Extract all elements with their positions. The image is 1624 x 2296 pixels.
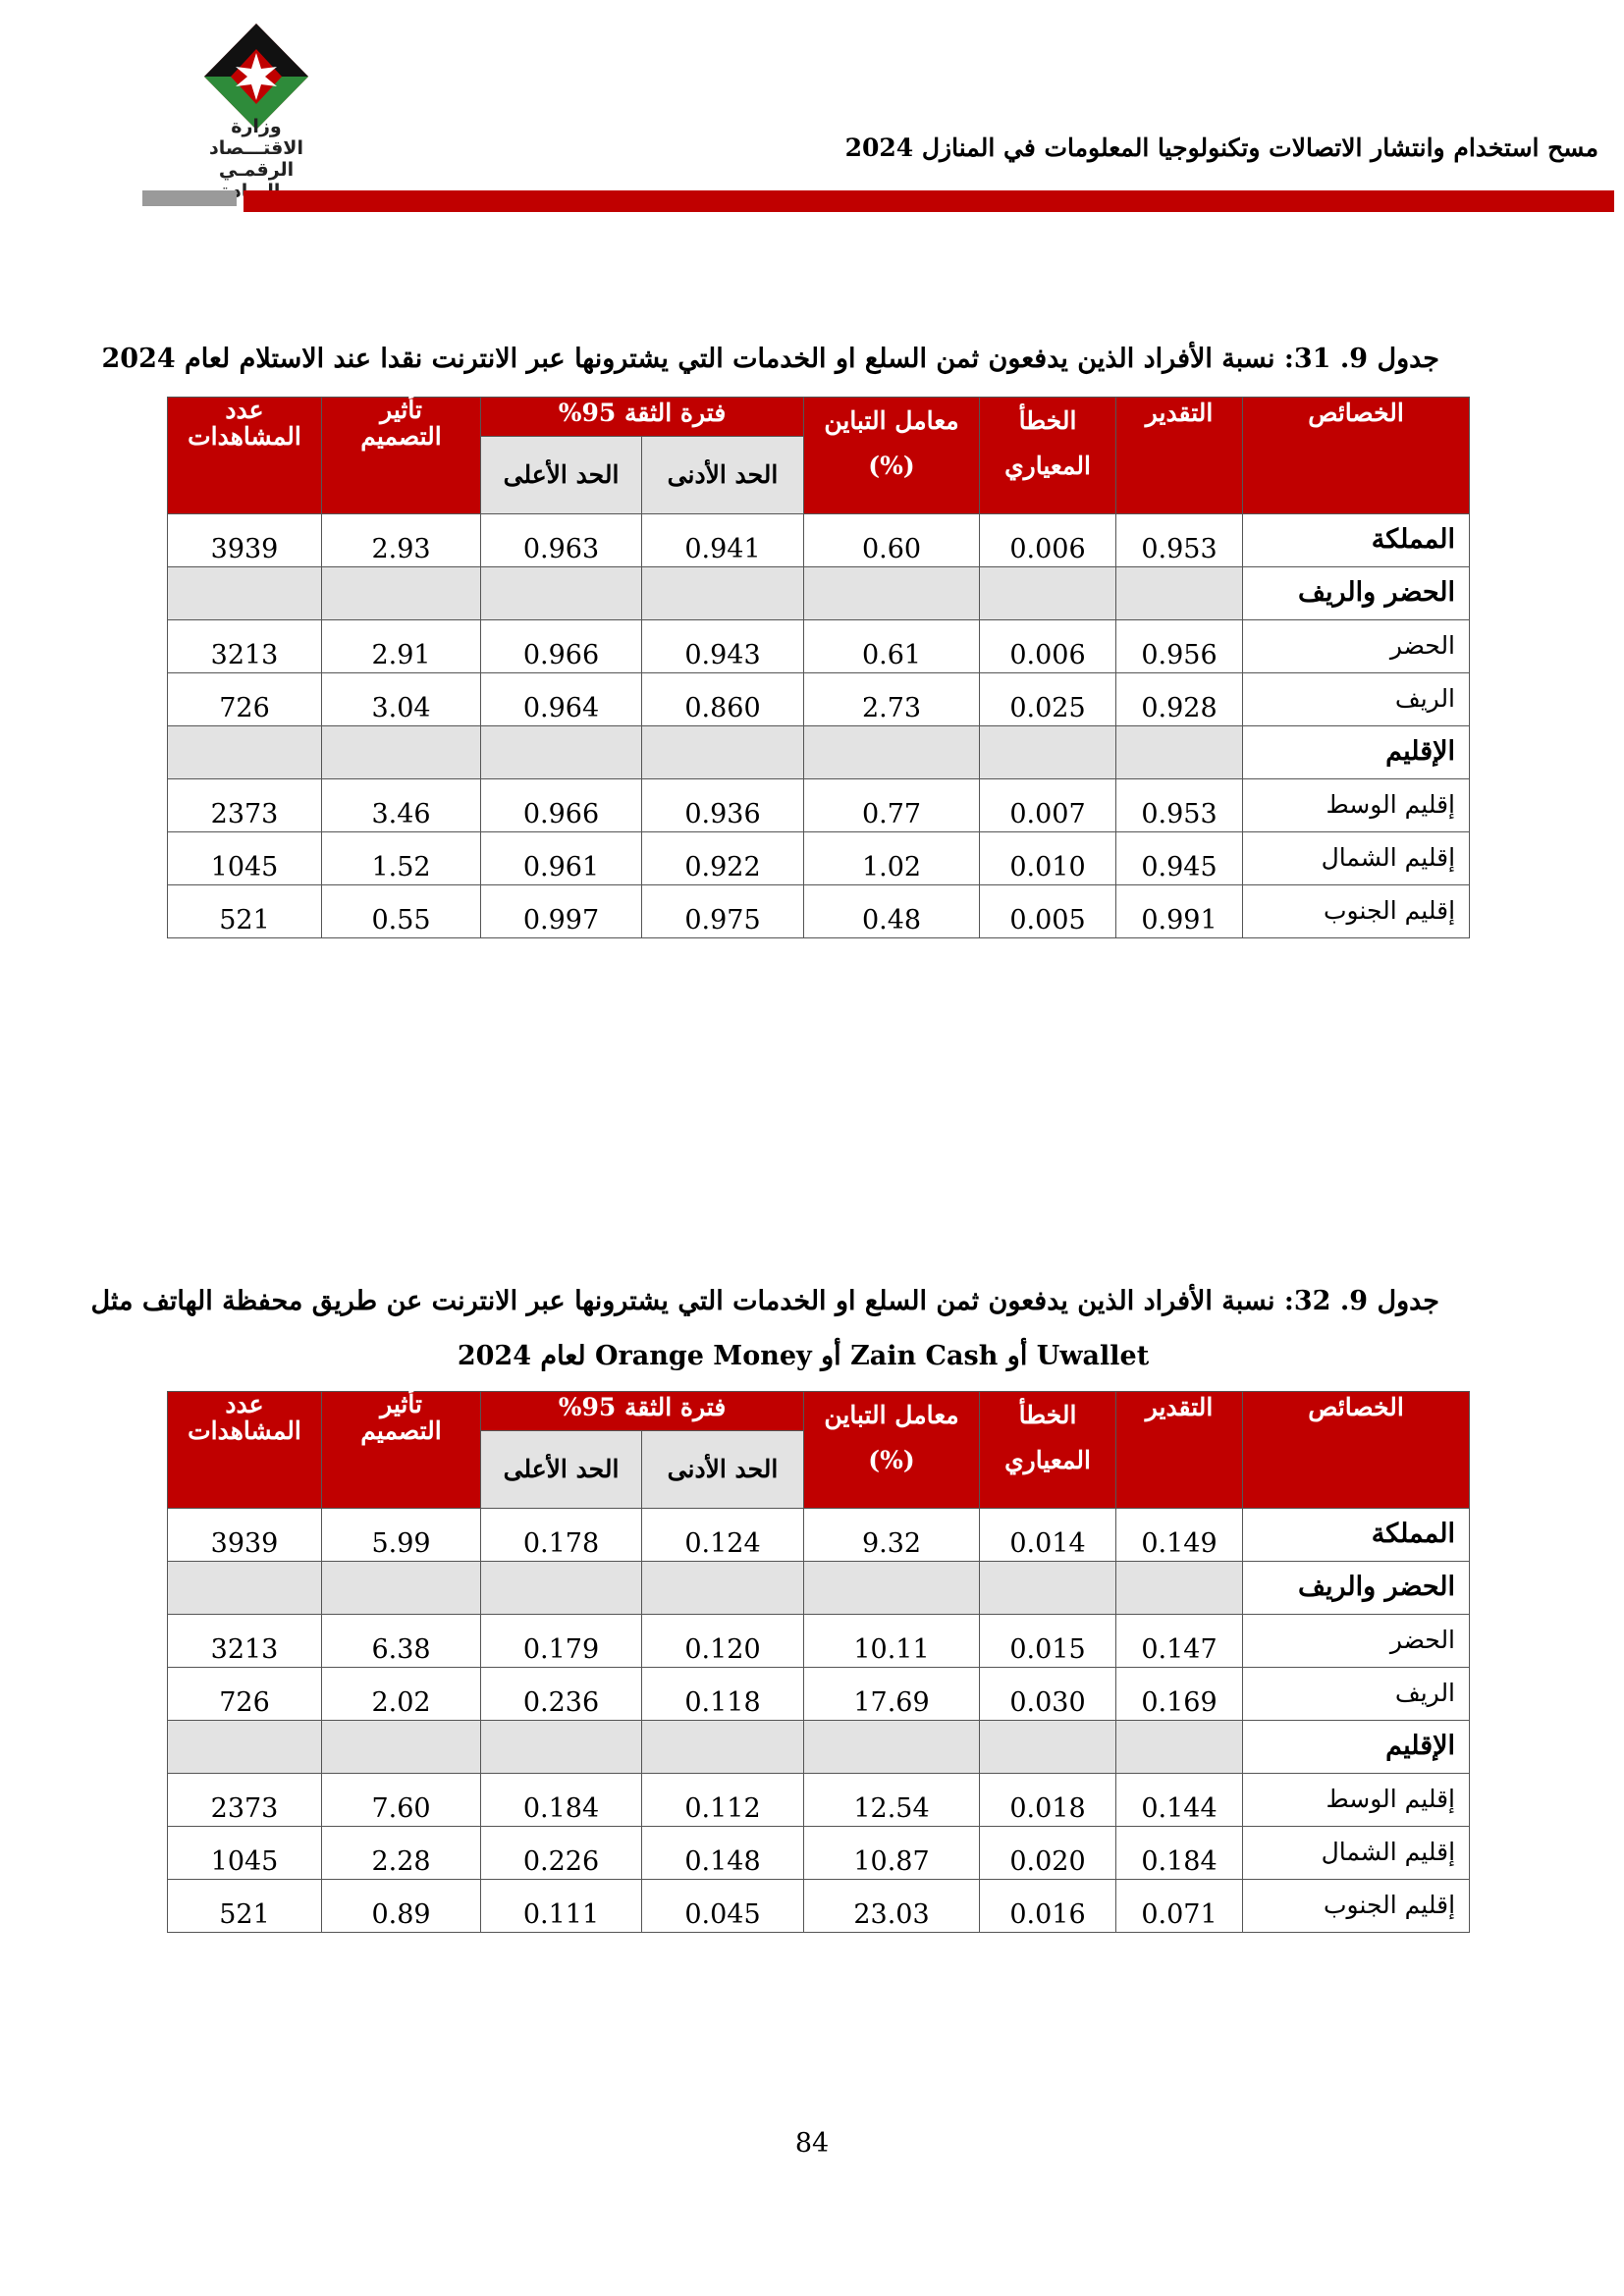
row-label: إقليم الشمال (1243, 1827, 1470, 1880)
table-cell: 0.005 (980, 885, 1116, 938)
row-label: إقليم الجنوب (1243, 1880, 1470, 1933)
table-cell: 2.28 (322, 1827, 481, 1880)
table-cell (322, 1562, 481, 1615)
table-cell: 12.54 (804, 1774, 980, 1827)
col-ci-lower: الحد الأدنى (642, 437, 804, 514)
table-cell: 521 (168, 885, 322, 938)
table-cell: 0.184 (481, 1774, 642, 1827)
table-cell: 0.179 (481, 1615, 642, 1668)
table-cell: 0.936 (642, 779, 804, 832)
table-cell: 0.111 (481, 1880, 642, 1933)
table-cell: 10.11 (804, 1615, 980, 1668)
table-cell: 0.991 (1116, 885, 1243, 938)
table-row (168, 1827, 1470, 1880)
row-label: الحضر (1243, 1615, 1470, 1668)
table-row (168, 1509, 1470, 1562)
table-row (168, 567, 1470, 620)
table-cell (642, 567, 804, 620)
table-cell: 0.61 (804, 620, 980, 673)
table-cell (980, 1721, 1116, 1774)
table-cell: 0.120 (642, 1615, 804, 1668)
col-observations: عدد المشاهدات (168, 398, 322, 514)
header-divider-grey (142, 190, 237, 206)
row-label: إقليم الشمال (1243, 832, 1470, 885)
table-cell: 0.975 (642, 885, 804, 938)
table-cell (642, 1562, 804, 1615)
table2 (167, 1391, 1470, 1933)
table-cell: 0.148 (642, 1827, 804, 1880)
table-cell: 0.010 (980, 832, 1116, 885)
table-cell (980, 567, 1116, 620)
row-label: الريف (1243, 673, 1470, 726)
table-cell: 726 (168, 673, 322, 726)
col-deff: تأثير التصميم (322, 1392, 481, 1509)
col-std-error: الخطأ المعياري (980, 1392, 1116, 1509)
table-cell: 0.124 (642, 1509, 804, 1562)
row-label: الريف (1243, 1668, 1470, 1721)
table1 (167, 397, 1470, 938)
table-cell: 2373 (168, 1774, 322, 1827)
table-row (168, 779, 1470, 832)
table-cell (804, 1562, 980, 1615)
table-row (168, 514, 1470, 567)
table-cell (322, 726, 481, 779)
table-row (168, 726, 1470, 779)
ministry-name-line1: وزارة الاقتـــصاد (209, 116, 303, 159)
table-cell: 0.178 (481, 1509, 642, 1562)
table-cell (1116, 1562, 1243, 1615)
table-cell: 3939 (168, 514, 322, 567)
table-cell: 0.015 (980, 1615, 1116, 1668)
table-cell: 0.966 (481, 779, 642, 832)
col-ci-upper: الحد الأعلى (481, 437, 642, 514)
row-label: إقليم الجنوب (1243, 885, 1470, 938)
table-cell (322, 1721, 481, 1774)
table-cell: 0.169 (1116, 1668, 1243, 1721)
report-title: مسح استخدام وانتشار الاتصالات وتكنولوجيا المعلومات في المنازل 2024 (844, 133, 1598, 162)
col-ci-upper: الحد الأعلى (481, 1431, 642, 1509)
table-cell: 2.91 (322, 620, 481, 673)
row-label: المملكة (1243, 1509, 1470, 1562)
table-cell: 0.956 (1116, 620, 1243, 673)
col-estimate: التقدير (1116, 398, 1243, 514)
table-cell: 3939 (168, 1509, 322, 1562)
table-cell: 0.184 (1116, 1827, 1243, 1880)
col-ci: فترة الثقة 95% (481, 1392, 804, 1431)
table-cell: 0.966 (481, 620, 642, 673)
table-cell: 0.118 (642, 1668, 804, 1721)
table-cell: 0.997 (481, 885, 642, 938)
header-divider-red (244, 190, 1614, 212)
table-cell (481, 726, 642, 779)
table-cell: 2373 (168, 779, 322, 832)
table-cell: 0.961 (481, 832, 642, 885)
table-cell: 0.025 (980, 673, 1116, 726)
ministry-name-line2: الرقمـي (218, 159, 295, 181)
row-label: الحضر والريف (1243, 567, 1470, 620)
table-cell: 0.60 (804, 514, 980, 567)
ministry-name (183, 116, 330, 202)
table-cell: 0.014 (980, 1509, 1116, 1562)
table-row (168, 620, 1470, 673)
table-cell: 0.018 (980, 1774, 1116, 1827)
table-cell: 0.149 (1116, 1509, 1243, 1562)
table-cell: 521 (168, 1880, 322, 1933)
col-cv: معامل التباين (%) (804, 398, 980, 514)
table-cell (481, 1721, 642, 1774)
table-cell: 0.953 (1116, 514, 1243, 567)
table-row (168, 885, 1470, 938)
row-label: الحضر (1243, 620, 1470, 673)
table-cell (168, 726, 322, 779)
table-cell: 0.941 (642, 514, 804, 567)
table-cell: 5.99 (322, 1509, 481, 1562)
table-cell (804, 1721, 980, 1774)
table-cell (168, 1562, 322, 1615)
table-cell: 0.48 (804, 885, 980, 938)
row-label: إقليم الوسط (1243, 1774, 1470, 1827)
table-cell: 6.38 (322, 1615, 481, 1668)
table-cell (980, 726, 1116, 779)
table-cell: 0.045 (642, 1880, 804, 1933)
table-cell: 1.52 (322, 832, 481, 885)
table-cell: 3.46 (322, 779, 481, 832)
table-cell (168, 1721, 322, 1774)
table-cell: 3213 (168, 620, 322, 673)
table-row (168, 1880, 1470, 1933)
table-row (168, 1668, 1470, 1721)
col-estimate: التقدير (1116, 1392, 1243, 1509)
col-std-error: الخطأ المعياري (980, 398, 1116, 514)
table-cell (168, 567, 322, 620)
table-cell: 1045 (168, 1827, 322, 1880)
table-cell: 17.69 (804, 1668, 980, 1721)
page-number: 84 (794, 2128, 830, 2159)
table-cell (481, 567, 642, 620)
col-observations: عدد المشاهدات (168, 1392, 322, 1509)
table-cell: 0.963 (481, 514, 642, 567)
table-cell: 0.943 (642, 620, 804, 673)
col-cv: معامل التباين (%) (804, 1392, 980, 1509)
table-cell: 1.02 (804, 832, 980, 885)
col-characteristics: الخصائص (1243, 1392, 1470, 1509)
table-cell: 0.77 (804, 779, 980, 832)
table-row (168, 1615, 1470, 1668)
table-cell: 0.007 (980, 779, 1116, 832)
table-cell: 0.020 (980, 1827, 1116, 1880)
table-cell: 3213 (168, 1615, 322, 1668)
row-label: الإقليم (1243, 726, 1470, 779)
table-cell: 3.04 (322, 673, 481, 726)
table2-caption-line2: Uwallet أو Zain Cash أو Orange Money لعام 2024 (457, 1341, 1150, 1371)
col-characteristics: الخصائص (1243, 398, 1470, 514)
table-cell: 0.030 (980, 1668, 1116, 1721)
col-ci-lower: الحد الأدنى (642, 1431, 804, 1509)
table-cell: 0.006 (980, 514, 1116, 567)
table-cell: 2.02 (322, 1668, 481, 1721)
table-cell: 0.236 (481, 1668, 642, 1721)
table-cell: 0.016 (980, 1880, 1116, 1933)
table-cell: 0.226 (481, 1827, 642, 1880)
table-cell: 2.93 (322, 514, 481, 567)
table-cell: 7.60 (322, 1774, 481, 1827)
table-cell: 0.147 (1116, 1615, 1243, 1668)
table-row (168, 673, 1470, 726)
row-label: المملكة (1243, 514, 1470, 567)
col-ci: فترة الثقة 95% (481, 398, 804, 437)
table-cell: 9.32 (804, 1509, 980, 1562)
table-cell: 0.006 (980, 620, 1116, 673)
table-cell (642, 1721, 804, 1774)
table-row (168, 1562, 1470, 1615)
table-row (168, 832, 1470, 885)
table-cell (481, 1562, 642, 1615)
table-cell: 0.860 (642, 673, 804, 726)
table-cell (1116, 1721, 1243, 1774)
row-label: إقليم الوسط (1243, 779, 1470, 832)
table-cell: 0.112 (642, 1774, 804, 1827)
table-cell (1116, 567, 1243, 620)
row-label: الحضر والريف (1243, 1562, 1470, 1615)
table-cell: 1045 (168, 832, 322, 885)
table-cell: 2.73 (804, 673, 980, 726)
table-cell (1116, 726, 1243, 779)
table2-caption-line1: جدول 9. 32: نسبة الأفراد الذين يدفعون ثمن السلع او الخدمات التي يشترونها عبر الانترنت عن طريق محفظة الهاتف مثل (90, 1286, 1439, 1316)
table-cell: 0.945 (1116, 832, 1243, 885)
table-cell (804, 726, 980, 779)
table-cell: 0.89 (322, 1880, 481, 1933)
table-cell: 0.144 (1116, 1774, 1243, 1827)
row-label: الإقليم (1243, 1721, 1470, 1774)
table-cell: 0.071 (1116, 1880, 1243, 1933)
table-cell: 0.953 (1116, 779, 1243, 832)
table1-caption: جدول 9. 31: نسبة الأفراد الذين يدفعون ثمن السلع او الخدمات التي يشترونها عبر الانترنت نقدا عند الاستلام لعام 2024 (101, 344, 1439, 374)
table-cell: 23.03 (804, 1880, 980, 1933)
table-cell: 10.87 (804, 1827, 980, 1880)
col-deff: تأثير التصميم (322, 398, 481, 514)
table-cell: 0.928 (1116, 673, 1243, 726)
table-cell: 0.55 (322, 885, 481, 938)
table-row (168, 1721, 1470, 1774)
table-cell (642, 726, 804, 779)
table-cell: 726 (168, 1668, 322, 1721)
table-cell (322, 567, 481, 620)
table-row (168, 1774, 1470, 1827)
table-cell (980, 1562, 1116, 1615)
table-cell (804, 567, 980, 620)
table-cell: 0.964 (481, 673, 642, 726)
table-cell: 0.922 (642, 832, 804, 885)
